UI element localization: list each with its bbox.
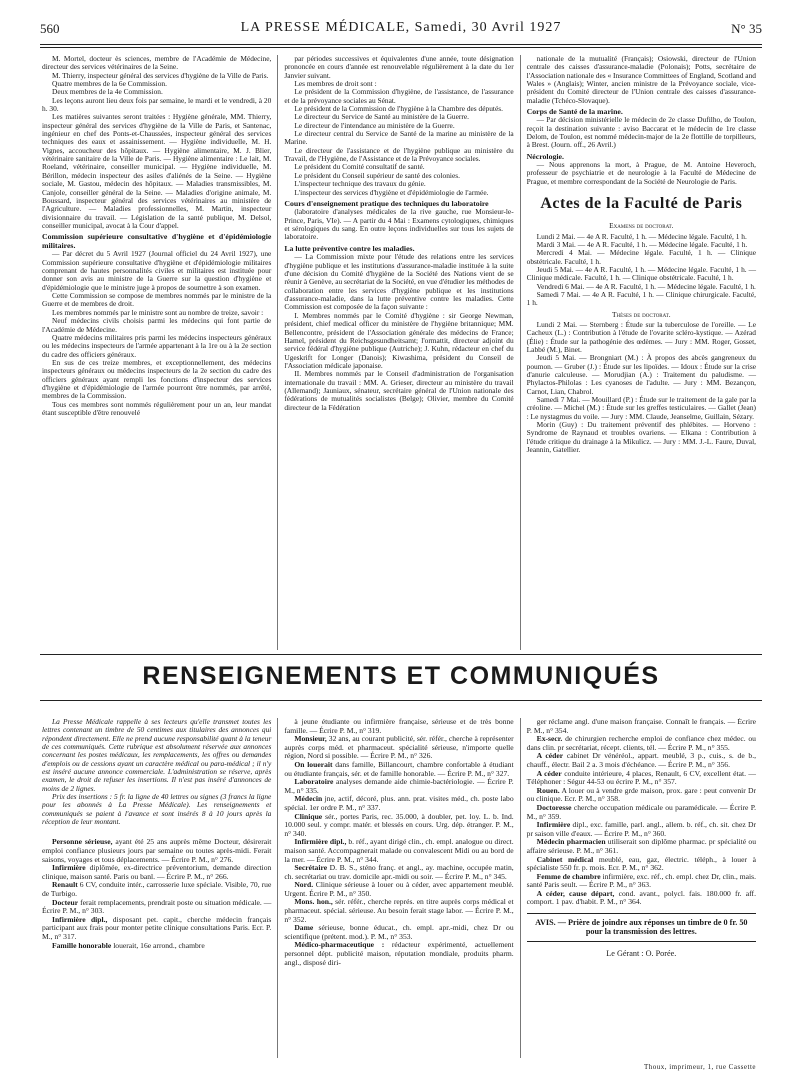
classified-ad xyxy=(42,881,271,898)
ad-lead: Monsieur, xyxy=(294,734,327,744)
classified-ad xyxy=(284,881,513,898)
article-paragraph: — Par décret du 5 Avril 1927 (Journal officiel du 24 Avril 1927), une Commission supérieure consultative d'hygiène et d'épidémiologie militaires comprenant de hautes personnalités civiles et militaires est instituée pour donner son avis au ministre de la Guerre sur la question d'hygiène et d'épidémiologie que le ministre juge à propos de soumettre à son examen. xyxy=(42,249,272,292)
issue-number: N° 35 xyxy=(731,21,762,36)
ad-text: b. réf., ayant dirigé clin., ch. empl. analogue ou direct. maison santé. Accompagnerait malade ou convalescent Midi ou au bord de la mer. — Écrire P. M., n° 344. xyxy=(284,837,514,864)
article-paragraph: — La Commission mixte pour l'étude des relations entre les services d'hygiène publique et les institutions d'assurance-maladie instituée à la suite d'une décision du Comité d'hygiène de la Société des Nations vient de se réunir à Genève, au secrétariat de la Société, en vue d'étudier les méthodes de collaboration entre les services d'hygiène publique et les institutions d'assurance-maladie, dans la lutte préventive contre les maladies. Cette Commission est composée de la façon suivante : xyxy=(284,252,514,312)
article-paragraph: Vendredi 6 Mai. — 4e A R. Faculté, 1 h. — Médecine légale. Faculté, 1 h. xyxy=(536,281,756,291)
article-paragraph: Neuf médecins civils choisis parmi les médecins qui font partie de l'Académie de Médecine. xyxy=(42,316,272,334)
ad-text: cabinet Dr vénéréol., appart. meublé, 3 p., cuis., s. de b., chauff., électr. Bail 2 a. 3 mois d'échéance. — Écrire P. M., n° 356. xyxy=(526,751,756,769)
classified-column-3 xyxy=(520,718,762,1058)
article-paragraph: nationale de la mutualité (Français); Osiowski, directeur de l'Union centrale des caisses d'assurance-maladie (Polonais); Potts, secrétaire de l'Association nationale des « Insurance Committees of England, Scotland and Wales » (Anglais); Winter, ancien ministre de la Prévoyance sociale, vice-président du Comité directeur de l'Union centrale des caisses d'assurance-maladie (Tchéco-Slovaque). xyxy=(526,55,756,105)
ad-lead: A céder xyxy=(536,751,564,761)
ad-text: 32 ans, au courant publicité, sér. référ., cherche à représenter auprès corps méd. et pharmaceut. spécialité sérieuse, n'importe quelle région, Nord si possible. — Écrire P. M., n° 326. xyxy=(284,734,514,761)
article-paragraph: Morin (Guy) : Du traitement préventif des phlébites. — Horveno : Syndrome de Raynaud et troubles ovariens. — Elkana : Contribution à l'étude critique du drainage à la Mikulicz. — Jury : MM. J.-L. Faure, Duval, Jeannin, Gatellier. xyxy=(526,420,756,455)
article-paragraph: Mercredi 4 Mai. — Médecine légale. Faculté, 1 h. — Clinique obstétricale. Faculté, 1 h. xyxy=(526,248,756,266)
article-paragraph: Mardi 3 Mai. — 4e A R. Faculté, 1 h. — Médecine légale. Faculté, 1 h. xyxy=(536,239,748,249)
ad-text: cond. avant., polycl. fais. 180.000 fr. aff. comport. 1 pav. d'habit. P. M., n° 364. xyxy=(526,888,756,907)
article-paragraph: Samedi 7 Mai. — 4e A R. Faculté, 1 h. — Clinique chirurgicale. Faculté, 1 h. xyxy=(526,289,756,308)
classified-list xyxy=(527,718,756,907)
ad-text: A louer ou à vendre grde maison, prox. gare : peut convenir Dr ou clinique. Ecr. P. M., n° 358. xyxy=(526,785,756,804)
ad-text: sér., portes Paris, rec. 35.000, à doubler, pet. loy. L. b. Ind. 10.000 seul. y compr. matér. et blessés en cours. Urg. dép. étranger. P. M., n° 340. xyxy=(284,811,514,838)
header-rule xyxy=(40,44,762,45)
ad-text: D. B. S., sténo franç. et angl., ay. machine, occupée matin, ch. secrétariat ou trav. domicile apr.-midi ou soir. — Écrire P. M., n° 345. xyxy=(284,863,514,881)
ad-lead: On louerait xyxy=(294,759,333,769)
ad-text: de chirurgien recherche emploi de confiance chez médec. ou dans clin. pr secrétariat, récept. clients, tél. — Écrire P. M., n° 355. xyxy=(526,734,756,752)
classified-ad xyxy=(284,778,513,795)
ad-text: dans famille, Billancourt, chambre confortable à étudiant ou étudiante français, sér. et de famille honorable. — Écrire P. M., n° 327. xyxy=(284,759,514,778)
classified-ad xyxy=(284,924,513,941)
article-paragraph: Samedi 7 Mai. — Mouillard (P.) : Étude sur le traitement de la gale par la créoline. — Michel (M.) : Étude sur les greffes testiculaires. — Gallet (Jean) : Le nystagmus du voile. — Jury : MM. Claude, Jeanselme, Guillain, Sézary. xyxy=(526,395,756,421)
ad-lead: A céder, cause départ, xyxy=(536,888,615,898)
classified-ad xyxy=(527,752,756,769)
ad-text: 6 CV, conduite intér., carrosserie luxe spéciale. Visible, 70, rue de Turbigo. xyxy=(42,880,272,899)
article-paragraph: — Nous apprenons la mort, à Prague, de M. Antoine Heveroch, professeur de psychiatrie et de neurologie à la Faculté de Médecine de Prague, et membre correspondant de la Société de Neurologie de Paris. xyxy=(526,160,756,186)
article-paragraph: M. Thierry, inspecteur général des services d'hygiène de la Ville de Paris. xyxy=(52,70,269,80)
article-paragraph: (laboratoire d'analyses médicales de la rive gauche, rue Monsieur-le-Prince, Paris, VIe). — A partir du 4 Mai : Examens cytologiques, chimiques et sérologiques du sang. En outre leçons individuelles sur tous les sujets de laboratoire. xyxy=(284,207,514,242)
article-paragraph: Le président du Comité consultatif de santé. xyxy=(294,162,425,172)
ad-text: cherche occupation médicale ou paramédicale. — Écrire P. M., n° 359. xyxy=(526,802,756,821)
ad-text: utiliserait son diplôme pharmac. pr spécialité ou affaire sérieuse. P. M., n° 361. xyxy=(526,837,756,855)
ad-lead: Nord. xyxy=(294,880,314,890)
article-paragraph: Tous ces membres sont nommés régulièrement pour un an, leur mandat étant susceptible d'être renouvelé xyxy=(42,399,272,417)
ad-lead: Infirmière xyxy=(52,863,86,873)
article-paragraph: Jeudi 5 Mai. — Brongniart (M.) : À propos des abcès gangreneux du poumon. — Gruber (J.) : Étude sur les lipoïdes. — Idoux : Étude sur la crise d'anurie calculeuse. — Morudjian (A.) : Traitement du paludisme. — Phylactos-Philolas : Les cyanoses de l'adulte. — Jury : MM. Bezançon, Carnot, Lian, Chabrol. xyxy=(526,353,756,396)
classified-ad xyxy=(284,838,513,864)
ad-lead: Laboratoire xyxy=(294,777,334,787)
article-paragraph: Lundi 2 Mai. — Sternberg : Étude sur la tuberculose de l'oreille. — Le Cacheux (L.) : Contribution à l'étude de l'ovarite scléro-kystique. — Azérad (Élie) : Étude sur la pathogénie des œdèmes. — Jury : MM. Roger, Gosset, Labbé (M.), Binet. xyxy=(526,319,756,354)
classified-ad xyxy=(284,735,513,761)
avis-notice: AVIS. — Prière de joindre aux réponses un timbre de 0 fr. 50 pour la transmission des lettres. xyxy=(527,913,756,942)
classified-ad xyxy=(42,916,271,942)
article-paragraph: I. Membres nommés par le Comité d'hygiène : sir George Newman, président, chief medical officer du ministère de l'hygiène britannique; MM. Bellencontre, président de l'Association générale des médecins de France; Hamel, président du Reichsgesundheitsamt; l'ormattit, directeur adjoint du service fédéral d'hygiène publique (Autriche); J. Kuhn, rédacteur en chef du Ugeskrift for Longer (Danois); Kiwashima, président du Conseil de l'Association médicale japonaise. xyxy=(284,310,514,370)
ad-text: analyses demande aide chimie-bactériologie. — Écrire P. M., n° 335. xyxy=(284,777,514,795)
classified-ad xyxy=(284,795,513,812)
ad-text: louerait, 16e arrond., chambre xyxy=(113,940,205,950)
classified-ad xyxy=(527,873,756,890)
classified-ad xyxy=(527,821,756,838)
article-paragraph: Le directeur du Service de Santé au ministère de la Guerre. xyxy=(294,112,469,122)
ad-lead: Doctoresse xyxy=(536,802,572,812)
ad-lead: Médecin xyxy=(294,794,323,804)
classified-ad xyxy=(284,718,513,735)
ad-lead: Clinique xyxy=(294,811,323,821)
classified-ad xyxy=(42,864,271,881)
ad-lead: Renault xyxy=(52,880,78,890)
classified-ad xyxy=(527,787,756,804)
printer-credit: Thoux, imprimeur, 1, rue Cassette xyxy=(643,1063,756,1071)
classified-ad xyxy=(284,898,513,924)
ad-lead: Secrétaire xyxy=(294,863,328,873)
article-paragraph: Quatre médecins militaires pris parmi les médecins inspecteurs généraux ou les médecins inspecteurs de l'armée appartenant à la 1re ou à la 2e section du cadre des officiers généraux. xyxy=(42,332,272,359)
classified-ad xyxy=(527,718,756,735)
article-paragraph: Jeudi 5 Mai. — 4e A R. Faculté, 1 h. — Médecine légale. Faculté, 1 h. — Clinique médicale. Faculté, 1 h. — Clinique obstétricale. Faculté, 1 h. xyxy=(526,264,756,283)
header-rule-thin xyxy=(40,47,762,48)
intro-paragraph: La Presse Médicale rappelle à ses lecteurs qu'elle transmet toutes les lettres contenant un timbre de 50 centimes aux titulaires des annonces qui répondent directement. Elle ne prend aucune responsabilité quant à la teneur de ces communiqués. Cette rubrique est absolument réservée aux annonces concernant les postes médicaux, les remplacements, les offres ou demandes d'emplois ou de cessions ayant un caractère médical ou para-médical ; il n'y est inséré aucune annonce commerciale. L'administration se réserve, après examen, le droit de refuser les insertions. Il n'est pas inséré d'annonces de moins de 2 lignes. xyxy=(42,718,272,793)
ad-text: disposant pet. capit., cherche médecin français participant aux frais pour monter petite clinique consultations Paris. Ecr. P. M., n° 317. xyxy=(42,914,272,941)
classified-column-2 xyxy=(277,718,519,1058)
ad-lead: Rouen. xyxy=(536,785,560,795)
ad-text: infirmière, exc. réf., ch. empl. chez Dr, clin., mais. santé Paris seult. — Écrire P. M., n° 363. xyxy=(526,871,756,890)
ad-text: sérieuse, bonne éducat., ch. empl. apr.-midi, chez Dr ou scientifique (prétent. mod.). P. M., n° 353. xyxy=(284,923,514,941)
article-paragraph: par périodes successives et équivalentes d'une année, toute désignation prononcée en cours d'année est renouvelable régulièrement à la date du 1er Janvier suivant. xyxy=(284,55,514,80)
article-paragraph: Cette Commission se compose de membres nommés par le ministre de la Guerre et de membres de droit. xyxy=(42,291,272,309)
subsection-heading: Thèses de doctorat. xyxy=(612,309,671,319)
article-paragraph: Le président de la Commission d'hygiène, de l'assistance, de l'assurance et de la prévoyance sociales au Sénat. xyxy=(284,87,514,105)
article-paragraph: Les membres de droit sont : xyxy=(294,79,377,89)
article-heading: Corps de Santé de la marine. xyxy=(526,107,623,117)
article-paragraph: Deux membres de la 4e Commission. xyxy=(52,87,163,97)
classified-ad xyxy=(527,804,756,821)
classified-ad xyxy=(527,838,756,855)
article-heading: Cours d'enseignement pratique des techniques du laboratoire xyxy=(284,198,489,208)
subsection-heading: Examens de doctorat. xyxy=(609,221,674,231)
article-paragraph: — Par décision ministérielle le médecin de 2e classe Dufilho, de Toulon, reçoit la destination suivante : aviso Baccarat et le médecin de 1re classe Delom, de Toulon, est nommé médecin-major de la 2e flottille de torpilleurs, à Brest. (Journ. off., 26 Avril.) xyxy=(526,115,756,150)
article-column-1 xyxy=(36,55,277,650)
ad-lead: Infirmière dipl., xyxy=(294,837,347,847)
article-paragraph: Le directeur de l'assistance et de l'hygiène publique au ministère du Travail, de l'Hygiène, de l'Assistance et de la Prévoyance sociales. xyxy=(284,145,514,164)
ad-lead: Mons. hon., xyxy=(294,897,333,907)
faculty-section-title: Actes de la Faculté de Paris xyxy=(540,195,743,213)
article-paragraph: Les matières suivantes seront traitées : Hygiène générale, MM. Thierry, inspecteur général des services d'hygiène de la Ville de Paris, et Santenac, ingénieur en chef des Ponts-et-Chaussées, inspecteur général des services techniques des eaux et assainissement. — Hygiène individuelle, M. H. Vignes, accoucheur des hôpitaux. — Hygiène alimentaire, M. J. Blier, vétérinaire sanitaire de la Ville de Paris. — Hygiène alimentaire : Le lait, M. Roeland, vétérinaire, conseiller municipal. — Hygiène individuelle, M. Bérillon, médecin inspecteur des asiles d'aliénés de la Seine. — Hygiène sociale, M. Gastou, médecin des hôpitaux. — Maladies transmissibles, M. Canjole, conseiller général de la Seine. — Maladies d'origine animale, M. Boussard, inspecteur général des services vétérinaires au ministère de l'Agriculture. — Maladies professionnelles, M. Martin, inspecteur divisionnaire du travail. — Législation de la santé publique, M. Delsol, conseiller municipal, avocat à la Cour d'appel. xyxy=(42,112,272,230)
article-columns xyxy=(36,55,762,650)
ad-lead: Personne sérieuse, xyxy=(52,837,113,847)
ad-text: conduite intérieure, 4 places, Renault, 6 CV, excellent état. — Téléphoner : Ségur 44-53 ou écrire P. M., n° 357. xyxy=(526,768,756,787)
article-paragraph: Le directeur de l'intendance au ministère de la Guerre. xyxy=(294,120,455,130)
article-paragraph: Quatre membres de la 6e Commission. xyxy=(52,79,167,89)
article-heading: Nécrologie. xyxy=(526,151,564,161)
ad-lead: A céder xyxy=(536,768,562,778)
article-column-3 xyxy=(520,55,762,650)
ad-lead: Cabinet médical xyxy=(536,854,594,864)
classified-ad xyxy=(284,761,513,778)
ad-text: diplômée, ex-directrice préventorium, demande direction clinique, maison santé. Paris ou banl. — Écrire P. M., n° 266. xyxy=(42,863,272,881)
classified-ad xyxy=(284,813,513,839)
classified-ad xyxy=(42,838,271,864)
ad-lead: Dame xyxy=(294,923,314,933)
ad-text: dipl., exc. famille, parl. angl., allem. b. réf., ch. sit. chez Dr pr saison ville d'eaux. — Écrire P. M., n° 360. xyxy=(526,820,756,838)
article-paragraph: L'inspecteur des services d'hygiène et d'épidémiologie de l'armée. xyxy=(294,187,489,197)
ad-lead: Docteur xyxy=(52,897,79,907)
article-paragraph: Lundi 2 Mai. — 4e A R. Faculté, 1 h. — Médecine légale. Faculté, 1 h. xyxy=(536,231,747,241)
article-paragraph: Le président du Conseil supérieur de santé des colonies. xyxy=(294,170,460,180)
section-rule-top xyxy=(40,654,762,655)
ad-text: sér. référ., cherche représ. en titre auprès corps médical et pharmaceut. spécial. sérieuse. Au besoin ferait stage labor. — Écrire P. M., n° 352. xyxy=(284,897,514,924)
article-heading: La lutte préventive contre les maladies. xyxy=(284,243,415,253)
section-title: RENSEIGNEMENTS ET COMMUNIQUÉS xyxy=(142,662,660,690)
ad-lead: Infirmière xyxy=(536,820,571,830)
classified-columns xyxy=(36,718,762,1058)
ad-text: jne, actif, décoré, plus. ann. prat. visites méd., ch. poste labo spécial. 1er ordre P. M., n° 337. xyxy=(284,794,514,812)
article-paragraph: Les membres nommés par le ministre sont au nombre de treize, savoir : xyxy=(52,307,264,317)
classified-ad xyxy=(527,770,756,787)
article-column-2 xyxy=(277,55,519,650)
classified-ad xyxy=(42,942,271,951)
ad-text: rédacteur expérimenté, actuellement personnel dépt. publicité maison, réputation mondiale, produits pharm. angl., disposé diri- xyxy=(284,940,514,967)
page-header xyxy=(40,17,762,41)
classified-ad xyxy=(42,899,271,916)
intro-paragraph: Prix des insertions : 5 fr. la ligne de 40 lettres ou signes (3 francs la ligne pour les abonnés à La Presse Médicale). Les renseignements et communiqués se paient à l'avance et sont insérés 8 à 10 jours après la réception de leur montant. xyxy=(42,792,272,827)
article-paragraph: L'inspecteur technique des travaux du génie. xyxy=(294,179,426,189)
ad-lead: Médico-pharmaceutique : xyxy=(294,940,385,950)
classified-ad xyxy=(284,941,513,967)
ad-text: à jeune étudiante ou infirmière française, sérieuse et de très bonne famille. — Écrire P. M., n° 319. xyxy=(284,718,514,735)
ad-text: Clinique sérieuse à louer ou à céder, avec appartement meublé. Urgent. Écrire P. M., n° 350. xyxy=(284,880,514,898)
article-paragraph: Le président de la Commission de l'hygiène à la Chambre des députés. xyxy=(294,104,503,114)
article-paragraph: Les leçons auront lieu deux fois par semaine, le mardi et le vendredi, à 20 h. 30. xyxy=(42,95,272,114)
article-paragraph: Le directeur central du Service de Santé de la marine au ministère de la Marine. xyxy=(284,129,514,147)
classified-ad xyxy=(527,735,756,752)
article-heading: Commission supérieure consultative d'hygiène et d'épidémiologie militaires. xyxy=(42,232,272,250)
ad-lead: Femme de chambre xyxy=(536,871,601,881)
classified-ad xyxy=(527,890,756,907)
article-paragraph: En sus de ces treize membres, et exceptionnellement, des médecins inspecteurs généraux ou médecins inspecteurs de la 2e section du cadre des officiers généraux ayant rempli les fonctions d'inspecteur des services d'hygiène et d'épidémiologie de l'armée pourront être nommés, par arrêté, membres de la Commission. xyxy=(42,357,272,401)
ad-lead: Infirmière dipl., xyxy=(52,914,108,924)
classified-column-1 xyxy=(36,718,277,1058)
ad-text: ayant été 25 ans auprès même Docteur, désirerait emploi confiance plusieurs jours par semaine ou toutes après-midi. Ferait saisons, voyages et tous déplacements. — Écrire P. M., n° 276. xyxy=(42,837,272,864)
page-title: LA PRESSE MÉDICALE, Samedi, 30 Avril 1927 xyxy=(240,20,562,35)
article-paragraph: II. Membres nommés par le Conseil d'administration de l'organisation internationale du travail : MM. A. Grieser, directeur au ministère du travail (Allemand); Jauniaux, sénateur, secrétaire général de l'Union nationale des fédérations de mutualités socialistes (Belge); Olivier, membre du Comité directeur de la Fédération xyxy=(284,369,514,412)
manager-signature: Le Gérant : O. Porée. xyxy=(606,948,677,958)
ad-lead: Ex-secr. xyxy=(536,734,563,744)
article-paragraph: M. Mortel, docteur ès sciences, membre de l'Académie de Médecine, directeur des services vétérinaires de la Seine. xyxy=(42,55,272,72)
ad-lead: Famille honorable xyxy=(52,940,112,950)
ad-text: meublé, eau, gaz, électric. téléph., à louer à spécialiste 550 fr. p. mois. Ecr. P. M., n° 362. xyxy=(526,854,756,873)
ad-text: ferait remplacements, prendrait poste ou situation médicale. — Écrire P. M., n° 303. xyxy=(42,897,272,916)
section-rule-bottom xyxy=(40,700,762,701)
classified-ad xyxy=(284,864,513,881)
ad-text: ger réclame angl. d'une maison française. Connaît le français. — Écrire P. M., n° 354. xyxy=(526,718,756,735)
notice-intro xyxy=(42,718,271,826)
classified-ad xyxy=(527,856,756,873)
ad-lead: Médecin pharmacien xyxy=(536,837,606,847)
page-number: 560 xyxy=(40,21,60,36)
